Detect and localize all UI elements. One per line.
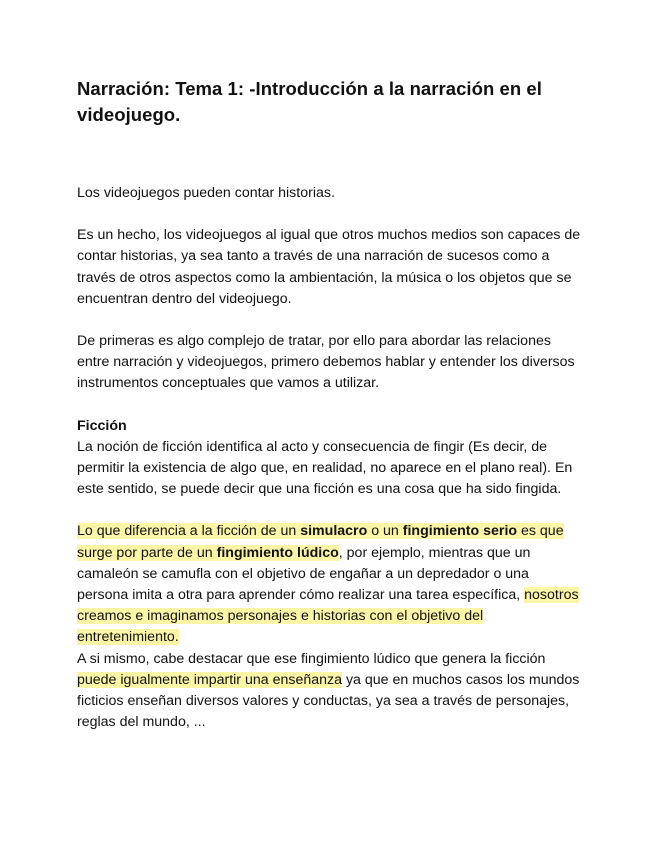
highlighted-text: Lo que diferencia a la ficción de un: [77, 523, 301, 540]
bold-term-fingimiento-serio: fingimiento serio: [402, 523, 518, 540]
primeras-paragraph: De primeras es algo complejo de tratar, por ello para abordar las relaciones entre narración y videojuegos, primero debemos hablar y entender los diversos instrumentos conceptuales que vamos a utilizar.: [77, 333, 575, 392]
highlighted-text: puede igualmente impartir una enseñanza: [77, 671, 343, 688]
highlighted-text: es que surge por parte de un: [77, 523, 564, 561]
plain-text: , por ejemplo, mientras que un camaleón se camufla con el objetivo de engañar a un depredador o una persona imita a otra para aprender cómo realizar una tarea específica,: [77, 544, 531, 604]
highlighted-text: nosotros creamos e imaginamos personajes e historias con el objetivo del entretenimiento.: [77, 587, 579, 646]
plain-text: ya que en muchos casos los mundos ficticios enseñan diversos valores y conductas, ya sea a través de personajes, reglas del mundo, ...: [77, 671, 580, 731]
ficcion-definition-paragraph: La noción de ficción identifica al acto y consecuencia de fingir (Es decir, de permitir la existencia de algo que, en realidad, no aparece en el plano real). En este sentido, se puede decir que una ficción es una cosa que ha sido fingida.: [77, 438, 573, 498]
document-title: Narración: Tema 1: -Introducción a la narración en el videojuego.: [77, 78, 542, 125]
bold-term-simulacro: simulacro: [300, 523, 368, 540]
asimismo-paragraph: [77, 649, 582, 734]
diferencia-paragraph: [77, 521, 582, 648]
hecho-paragraph: Es un hecho, los videojuegos al igual que otros muchos medios son capaces de contar historias, ya sea tanto a través de una narración de sucesos como a través de otros aspectos como la ambientación, la música o los objetos que se encuentran dentro del videojuego.: [77, 227, 581, 307]
highlighted-text: o un: [367, 523, 403, 540]
intro-paragraph: Los videojuegos pueden contar historias.: [77, 185, 335, 201]
section-heading-ficcion: Ficción: [77, 417, 127, 434]
document-page: [77, 76, 582, 733]
plain-text: A si mismo, cabe destacar que ese fingimiento lúdico que genera la ficción: [77, 650, 546, 667]
bold-term-fingimiento-ludico: fingimiento lúdico: [216, 544, 339, 561]
